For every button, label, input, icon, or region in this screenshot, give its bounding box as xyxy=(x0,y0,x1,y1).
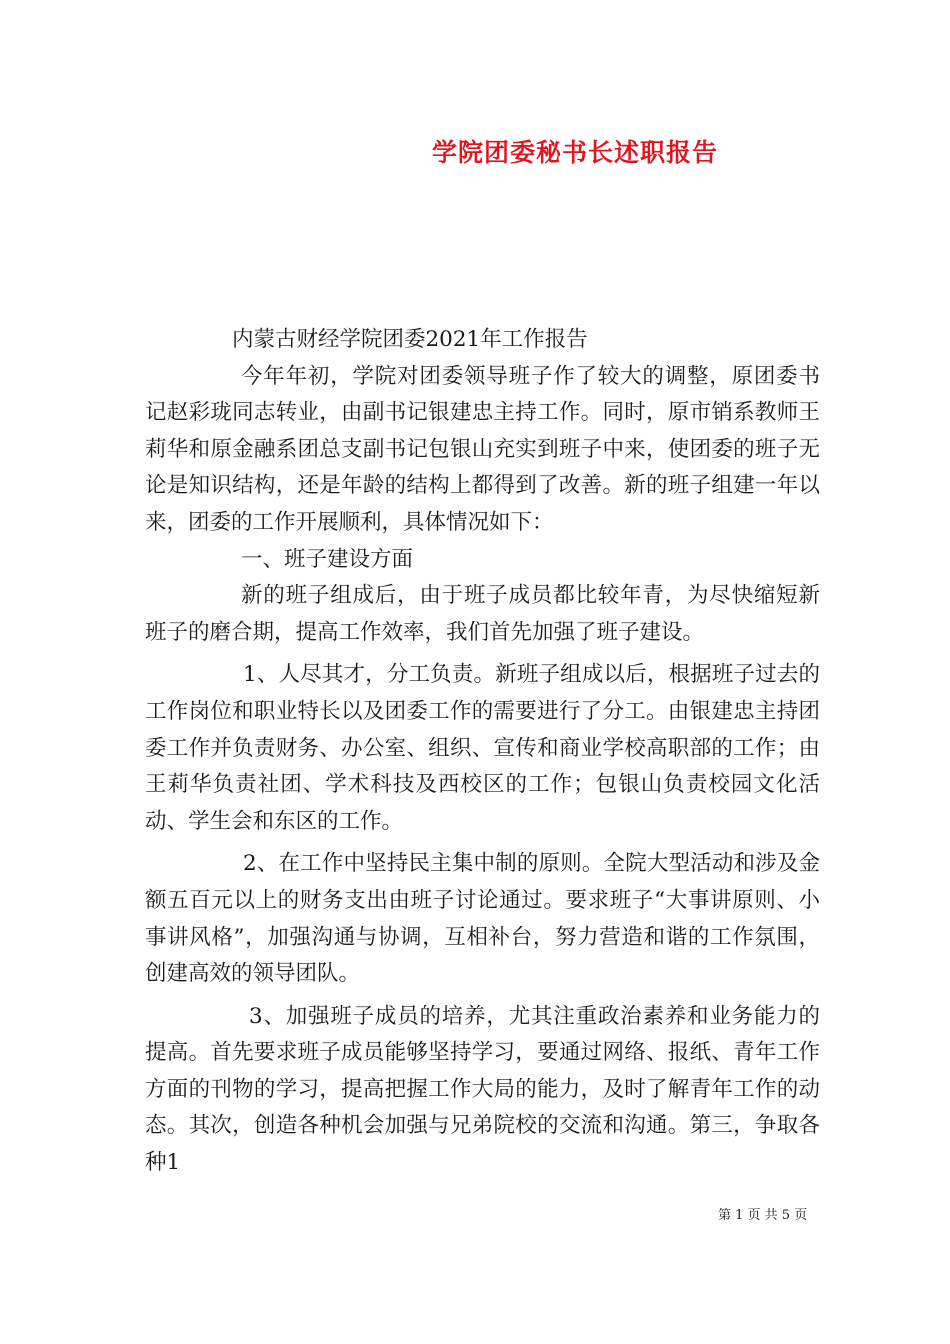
paragraph-team-building: 新的班子组成后，由于班子成员都比较年青，为尽快缩短新班子的磨合期，提高工作效率，我们首先加强了班子建设。 xyxy=(145,583,820,645)
document-body xyxy=(145,322,820,1182)
section-heading-team-building: 一、班子建设方面 xyxy=(241,546,414,572)
document-subtitle: 内蒙古财经学院团委2021年工作报告 xyxy=(232,327,588,352)
paragraph-item-2: 2、在工作中坚持民主集中制的原则。全院大型活动和涉及金额五百元以上的财务支出由班子讨论通过。要求班子“大事讲原则、小事讲风格”，加强沟通与协调，互相补台，努力营造和谐的工作氛围，创建高效的领导团队。 xyxy=(145,851,820,987)
paragraph-item-3: 3、加强班子成员的培养，尤其注重政治素养和业务能力的提高。首先要求班子成员能够坚持学习，要通过网络、报纸、青年工作方面的刊物的学习，提高把握工作大局的能力，及时了解青年工作的动态。其次，创造各种机会加强与兄弟院校的交流和沟通。第三，争取各种1 xyxy=(145,1003,820,1176)
paragraph-intro: 今年年初，学院对团委领导班子作了较大的调整，原团委书记赵彩珑同志转业，由副书记银建忠主持工作。同时，原市销系教师王莉华和原金融系团总支副书记包银山充实到班子中来，使团委的班子无论是知识结构，还是年龄的结构上都得到了改善。新的班子组建一年以来，团委的工作开展顺利，具体情况如下： xyxy=(145,363,820,535)
document-title: 学院团委秘书长述职报告 xyxy=(432,138,719,167)
page-number: 第 1 页 共 5 页 xyxy=(718,1208,808,1223)
paragraph-item-1: 1、人尽其才，分工负责。新班子组成以后，根据班子过去的工作岗位和职业特长以及团委工作的需要进行了分工。由银建忠主持团委工作并负责财务、办公室、组织、宣传和商业学校高职部的工作；由王莉华负责社团、学术科技及西校区的工作；包银山负责校园文化活动、学生会和东区的工作。 xyxy=(145,662,820,834)
